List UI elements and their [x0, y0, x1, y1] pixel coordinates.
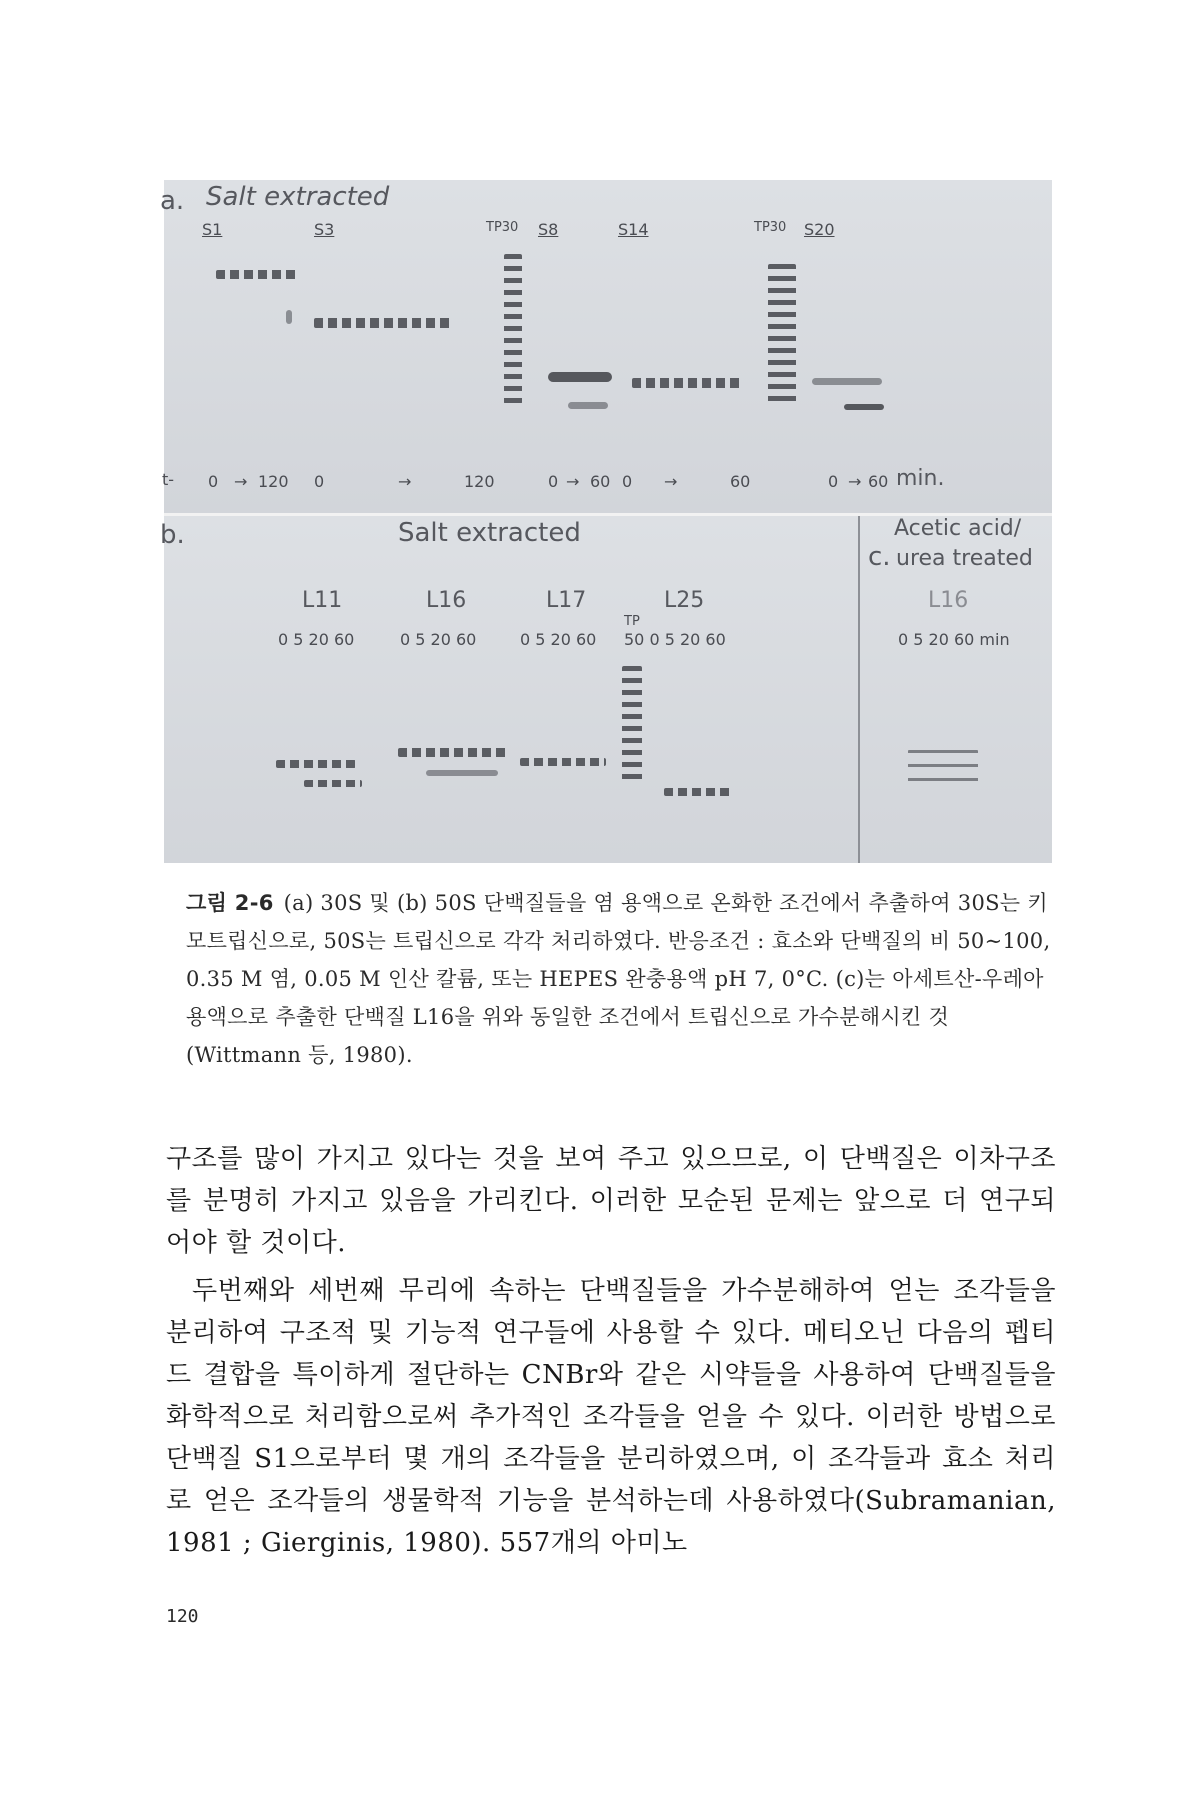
gel-band	[812, 378, 882, 385]
gel-panel-a	[160, 180, 1052, 516]
gel-band	[504, 254, 522, 404]
time-mark: 60	[868, 472, 889, 491]
tp-label: TP	[624, 614, 640, 629]
panel-divider	[858, 516, 860, 863]
lane-label-s14: S14	[618, 220, 649, 239]
lane-label-tp30-1: TP30	[486, 220, 519, 235]
gel-electrophoresis-figure	[160, 180, 1052, 863]
body-paragraph: 구조를 많이 가지고 있다는 것을 보여 주고 있으므로, 이 단백질은 이차구조를 분명히 가지고 있음을 가리킨다. 이러한 모순된 문제는 앞으로 더 연구되어야 할 것이다.	[166, 1144, 1056, 1258]
gel-band	[398, 748, 508, 757]
body-text	[166, 1138, 1056, 1564]
gel-band	[426, 770, 498, 776]
time-unit: min.	[896, 466, 945, 491]
time-prefix: t-	[162, 470, 175, 489]
caption-text: (a) 30S 및 (b) 50S 단백질들을 염 용액으로 온화한 조건에서 추출하여 30S는 키모트립신으로, 50S는 트립신으로 각각 처리하였다. 반응조건 : 효소와 단백질의 비 50∼100, 0.35 M 염, 0.05 M 인산 칼륨, 또는 HEPES 완충용액 pH 7, 0°C. (c)는 아세트산-우레아 용액으로 추출한 단백질 L16을 위와 동일한 조건에서 트립신으로 가수분해시킨 것(Wittmann 등, 1980).	[186, 891, 1051, 1067]
time-mark: →	[234, 472, 248, 491]
figure-caption	[186, 884, 1052, 1074]
page-number: 120	[166, 1606, 199, 1627]
panel-b-title: Salt extracted	[398, 518, 581, 548]
time-row-c: 0 5 20 60 min	[898, 630, 1010, 649]
protein-label-l25: L25	[664, 588, 705, 613]
time-row: 50 0 5 20 60	[624, 630, 726, 649]
lane-label-s20: S20	[804, 220, 835, 239]
gel-band	[844, 404, 884, 410]
protein-label-l16-c: L16	[928, 588, 969, 613]
time-mark: →	[566, 472, 580, 491]
lane-label-s1: S1	[202, 220, 223, 239]
time-mark: 0	[548, 472, 559, 491]
time-row: 0 5 20 60	[278, 630, 355, 649]
lane-label-s8: S8	[538, 220, 559, 239]
gel-band	[216, 270, 298, 279]
gel-band	[908, 750, 978, 790]
time-mark: 0	[208, 472, 219, 491]
protein-label-l16: L16	[426, 588, 467, 613]
panel-c-title-line1: Acetic acid/	[894, 516, 1022, 541]
time-row: 0 5 20 60	[520, 630, 597, 649]
gel-band	[314, 318, 454, 328]
time-mark: 120	[464, 472, 495, 491]
gel-band	[548, 372, 612, 382]
protein-label-l17: L17	[546, 588, 587, 613]
time-mark: 0	[314, 472, 325, 491]
time-mark: 120	[258, 472, 289, 491]
time-mark: 60	[590, 472, 611, 491]
time-row: 0 5 20 60	[400, 630, 477, 649]
protein-label-l11: L11	[302, 588, 343, 613]
gel-panel-b	[160, 516, 1052, 863]
caption-label: 그림 2-6	[186, 891, 274, 915]
panel-c-title-line2: urea treated	[896, 546, 1033, 571]
time-mark: 0	[828, 472, 839, 491]
gel-band	[632, 378, 744, 388]
time-mark: →	[664, 472, 678, 491]
gel-band	[520, 758, 606, 766]
lane-label-s3: S3	[314, 220, 335, 239]
gel-band	[304, 780, 362, 787]
lane-label-tp30-2: TP30	[754, 220, 787, 235]
gel-band	[768, 264, 796, 404]
time-mark: 0	[622, 472, 633, 491]
time-mark: →	[848, 472, 862, 491]
panel-c-label: c.	[868, 542, 891, 572]
body-paragraph: 두번째와 세번째 무리에 속하는 단백질들을 가수분해하여 얻는 조각들을 분리하여 구조적 및 기능적 연구들에 사용할 수 있다. 메티오닌 다음의 펩티드 결합을 특이하게 절단하는 CNBr와 같은 시약들을 사용하여 단백질들을 화학적으로 처리함으로써 추가적인 조각들을 얻을 수 있다. 이러한 방법으로 단백질 S1으로부터 몇 개의 조각들을 분리하였으며, 이 조각들과 효소 처리로 얻은 조각들의 생물학적 기능을 분석하는데 사용하였다(Subramanian, 1981 ; Gierginis, 1980). 557개의 아미노	[166, 1276, 1056, 1558]
time-mark: 60	[730, 472, 751, 491]
gel-band	[622, 666, 642, 786]
time-mark: →	[398, 472, 412, 491]
gel-band	[276, 760, 356, 768]
gel-band	[286, 310, 292, 324]
panel-a-title: Salt extracted	[206, 182, 390, 212]
panel-a-label: a.	[160, 186, 185, 216]
gel-band	[664, 788, 734, 796]
panel-b-label: b.	[160, 520, 185, 550]
gel-band	[568, 402, 608, 409]
